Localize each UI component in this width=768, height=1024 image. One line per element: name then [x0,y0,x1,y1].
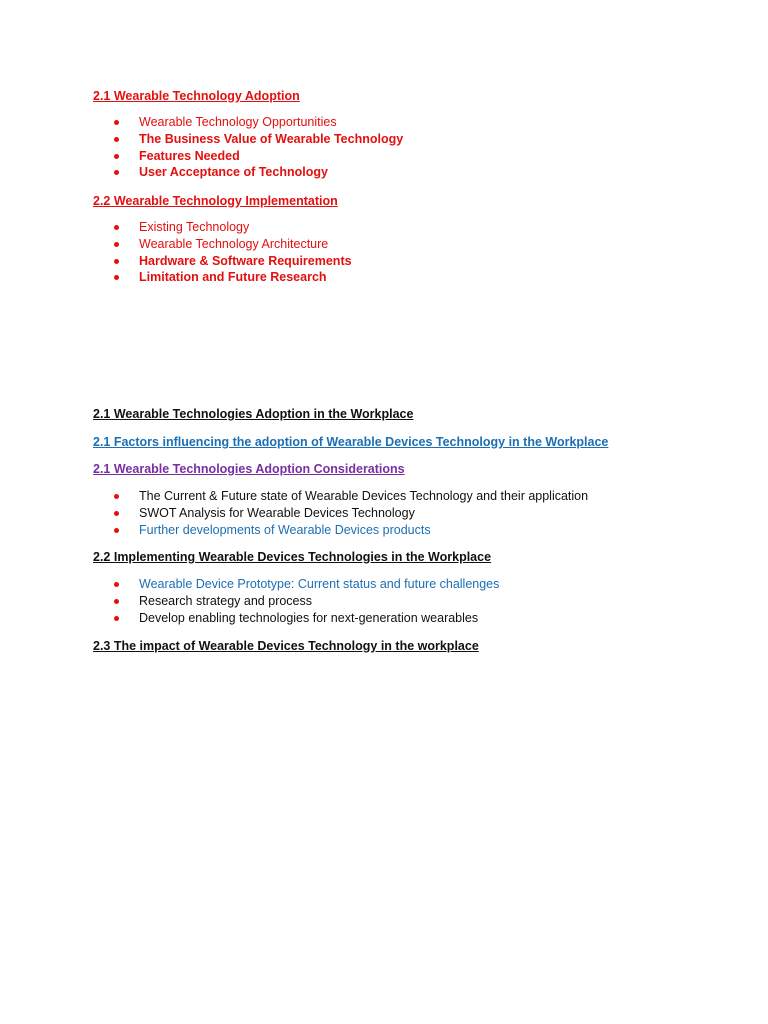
list-item [112,219,352,236]
bullet-icon [114,242,119,247]
list-item [112,253,352,270]
list-item-text: Wearable Device Prototype: Current status and future challenges [139,577,500,591]
bullet-icon [114,275,119,280]
section-heading-impact-in-workplace: 2.3 The impact of Wearable Devices Technology in the workplace [93,639,479,653]
list-item-text: User Acceptance of Technology [139,165,328,180]
bullet-icon [114,120,119,125]
bullet-icon [114,616,119,621]
list-item-text: The Business Value of Wearable Technology [139,131,404,146]
bullet-icon [114,528,119,533]
list-item-text: Wearable Technology Architecture [139,236,329,251]
section-heading-adoption-in-workplace: 2.1 Wearable Technologies Adoption in the Workplace [93,407,414,421]
section-heading-adoption-considerations: 2.1 Wearable Technologies Adoption Considerations [93,462,405,476]
bullet-icon [114,494,119,499]
bullet-icon [114,582,119,587]
bullet-icon [114,599,119,604]
bullet-icon [114,511,119,516]
list-item [112,610,499,627]
list-item-text: Limitation and Future Research [139,270,327,285]
list-item [112,576,499,593]
bullet-icon [114,170,119,175]
list-item [112,488,588,505]
bullet-icon [114,225,119,230]
bullet-list-implementing [112,576,499,626]
list-item [112,148,403,165]
bullet-icon [114,259,119,264]
section-heading-wearable-technology-adoption: 2.1 Wearable Technology Adoption [93,89,300,103]
bullet-list-implementation [112,219,352,286]
list-item [112,522,588,539]
list-item-text: Existing Technology [139,220,250,234]
bullet-list-adoption [112,114,403,181]
list-item [112,114,403,131]
list-item-text: Research strategy and process [139,593,313,608]
list-item [112,236,352,253]
bullet-icon [114,154,119,159]
section-heading-implementing-in-workplace: 2.2 Implementing Wearable Devices Technologies in the Workplace [93,550,492,564]
list-item-text: Hardware & Software Requirements [139,253,352,268]
list-item [112,505,588,522]
section-heading-wearable-technology-implementation: 2.2 Wearable Technology Implementation [93,194,338,208]
list-item-text: The Current & Future state of Wearable Devices Technology and their application [139,489,589,503]
section-heading-factors-influencing-adoption: 2.1 Factors influencing the adoption of Wearable Devices Technology in the Workplace [93,435,609,449]
list-item-text: Features Needed [139,148,240,163]
list-item [112,269,352,286]
list-item-text: Develop enabling technologies for next-generation wearables [139,610,479,625]
bullet-icon [114,137,119,142]
list-item-text: Wearable Technology Opportunities [139,115,337,129]
list-item [112,593,499,610]
bullet-list-considerations [112,488,588,538]
list-item-text: Further developments of Wearable Devices products [139,522,431,537]
list-item-text: SWOT Analysis for Wearable Devices Technology [139,505,415,520]
list-item [112,131,403,148]
list-item [112,164,403,181]
